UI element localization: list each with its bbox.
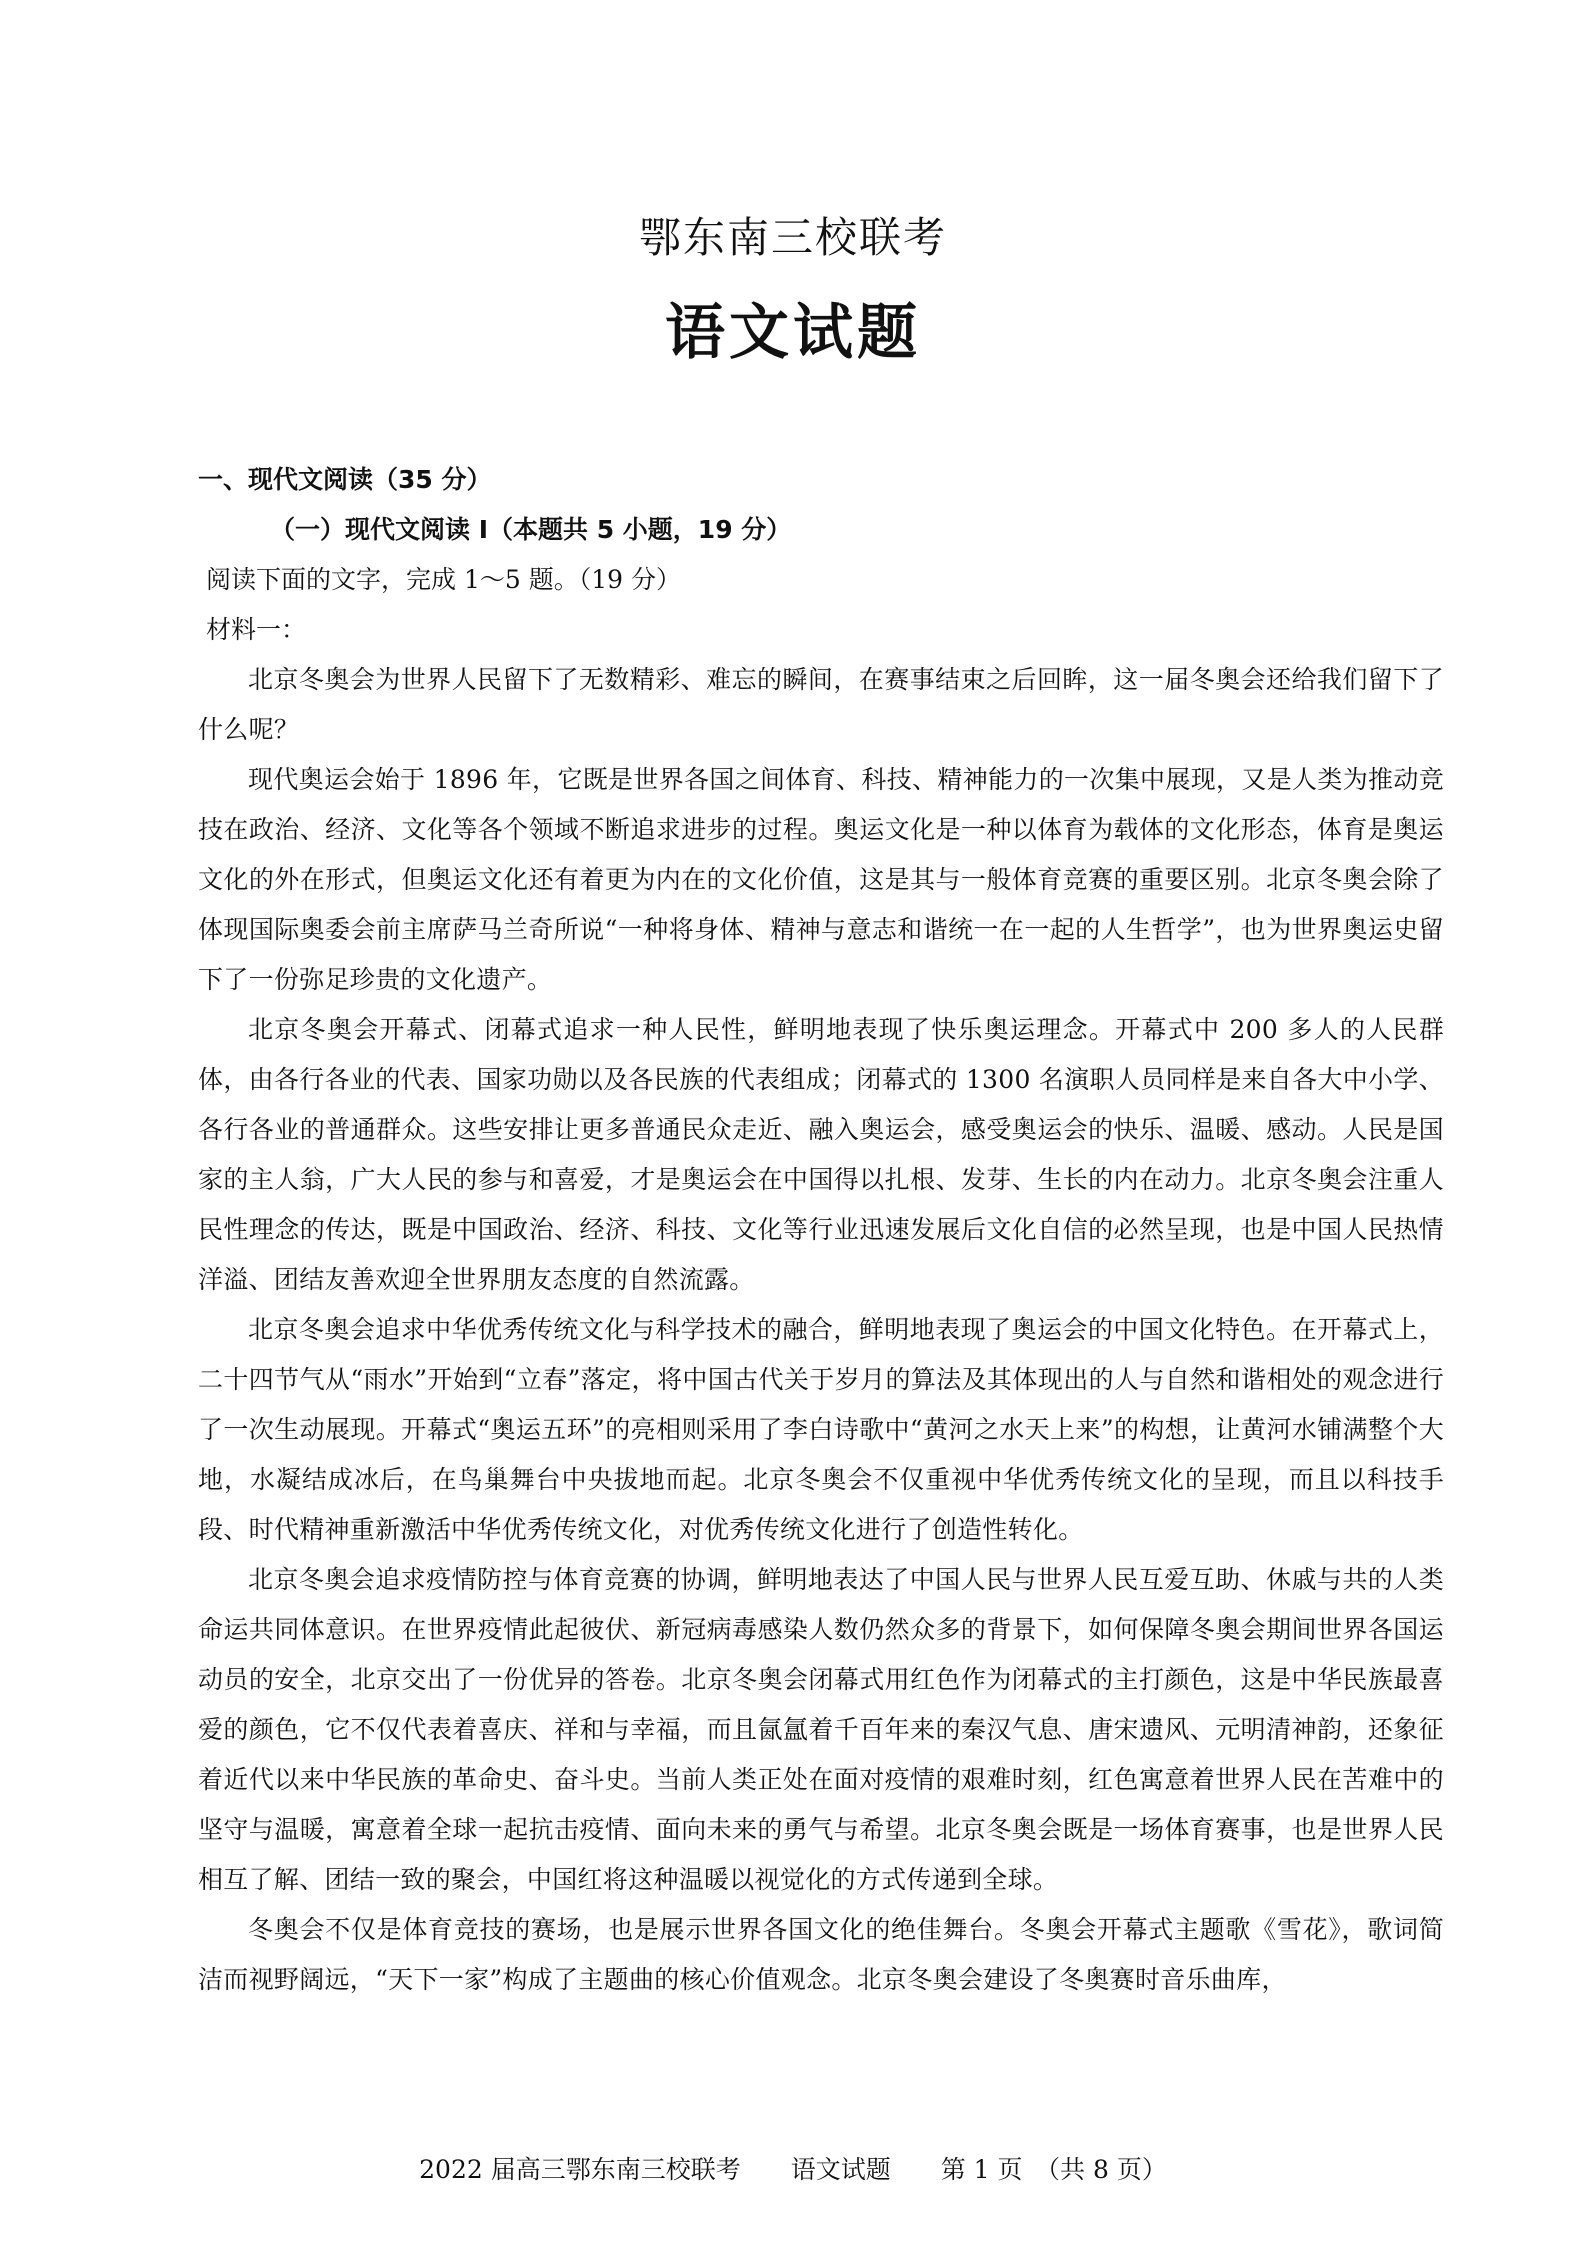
- paragraph-4: 北京冬奥会追求中华优秀传统文化与科学技术的融合，鲜明地表现了奥运会的中国文化特色。在开幕式上，二十四节气从“雨水”开始到“立春”落定，将中国古代关于岁月的算法及其体现出的人与自然和谐相处的观念进行了一次生动展现。开幕式“奥运五环”的亮相则采用了李白诗歌中“黄河之水天上来”的构想，让黄河水铺满整个大地，水凝结成冰后，在鸟巢舞台中央拔地而起。北京冬奥会不仅重视中华优秀传统文化的呈现，而且以科技手段、时代精神重新激活中华优秀传统文化，对优秀传统文化进行了创造性转化。: [198, 1315, 1444, 1544]
- school-title: 鄂东南三校联考: [638, 213, 947, 262]
- paragraph-6: 冬奥会不仅是体育竞技的赛场，也是展示世界各国文化的绝佳舞台。冬奥会开幕式主题歌《雪花》，歌词简洁而视野阔远，“天下一家”构成了主题曲的核心价值观念。北京冬奥会建设了冬奥赛时音乐曲库，: [198, 1915, 1444, 1994]
- paper-title: 语文试题: [665, 298, 921, 368]
- paragraph-1: 北京冬奥会为世界人民留下了无数精彩、难忘的瞬间，在赛事结束之后回眸，这一届冬奥会还给我们留下了什么呢？: [198, 665, 1444, 744]
- reading-instruction: 阅读下面的文字，完成 1～5 题。（19 分）: [206, 565, 681, 594]
- page-content: [198, 455, 1444, 2005]
- material-label: 材料一：: [206, 615, 307, 644]
- paragraph-5: 北京冬奥会追求疫情防控与体育竞赛的协调，鲜明地表达了中国人民与世界人民互爱互助、休戚与共的人类命运共同体意识。在世界疫情此起彼伏、新冠病毒感染人数仍然众多的背景下，如何保障冬奥会期间世界各国运动员的安全，北京交出了一份优异的答卷。北京冬奥会闭幕式用红色作为闭幕式的主打颜色，这是中华民族最喜爱的颜色，它不仅代表着喜庆、祥和与幸福，而且氤氲着千百年来的秦汉气息、唐宋遗风、元明清神韵，还象征着近代以来中华民族的革命史、奋斗史。当前人类正处在面对疫情的艰难时刻，红色寓意着世界人民在苦难中的坚守与温暖，寓意着全球一起抗击疫情、面向未来的勇气与希望。北京冬奥会既是一场体育赛事，也是世界人民相互了解、团结一致的聚会，中国红将这种温暖以视觉化的方式传递到全球。: [198, 1565, 1444, 1894]
- paragraph-3: 北京冬奥会开幕式、闭幕式追求一种人民性，鲜明地表现了快乐奥运理念。开幕式中 200 多人的人民群体，由各行各业的代表、国家功勋以及各民族的代表组成；闭幕式的 1300 名演职人员同样是来自各大中小学、各行各业的普通群众。这些安排让更多普通民众走近、融入奥运会，感受奥运会的快乐、温暖、感动。人民是国家的主人翁，广大人民的参与和喜爱，才是奥运会在中国得以扎根、发芽、生长的内在动力。北京冬奥会注重人民性理念的传达，既是中国政治、经济、科技、文化等行业迅速发展后文化自信的必然呈现，也是中国人民热情洋溢、团结友善欢迎全世界朋友态度的自然流露。: [198, 1015, 1444, 1294]
- section-heading: 一、现代文阅读（35 分）: [198, 465, 492, 494]
- paragraph-2: 现代奥运会始于 1896 年，它既是世界各国之间体育、科技、精神能力的一次集中展现，又是人类为推动竞技在政治、经济、文化等各个领域不断追求进步的过程。奥运文化是一种以体育为载体的文化形态，体育是奥运文化的外在形式，但奥运文化还有着更为内在的文化价值，这是其与一般体育竞赛的重要区别。北京冬奥会除了体现国际奥委会前主席萨马兰奇所说“一种将身体、精神与意志和谐统一在一起的人生哲学”，也为世界奥运史留下了一份弥足珍贵的文化遗产。: [198, 765, 1444, 994]
- subsection-heading: （一）现代文阅读 I（本题共 5 小题，19 分）: [270, 515, 792, 544]
- page-footer: 2022 届高三鄂东南三校联考 语文试题 第 1 页 （共 8 页）: [419, 2155, 1167, 2184]
